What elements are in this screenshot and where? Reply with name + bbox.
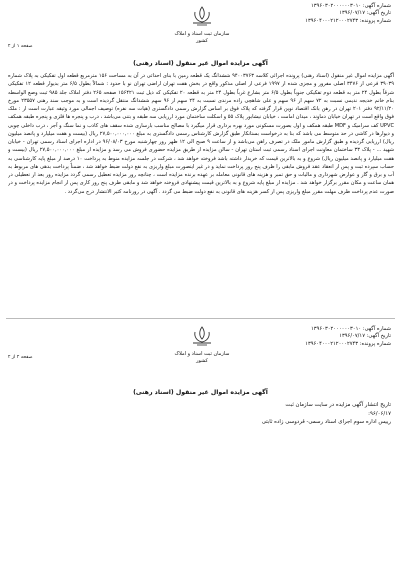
notice-header <box>261 3 391 25</box>
section-divider <box>6 318 395 319</box>
notice-date: تاریخ آگهی: ۱۳۹۶/۰۷/۱۷ <box>339 333 391 340</box>
page-number: صفحه ۲ از ۲ <box>8 355 33 360</box>
emblem-icon <box>190 6 214 26</box>
notice-body: آگهی مزایده اموال غیر منقول (اسناد رهنی) پرونده اجرائی کلاسه ۹۴۰۰۳۷۶۳ ششدانگ یک قطعه زمین با بنای احداثی در آن به مساحت ۱۵۶ مترمربع قطعه اول تفکیکی به پلاک شماره ۳۹۰۳۹ فرعی از ۳۴۷۶ اصلی مفروز و مجزی شده از ۱۹۹۷ فرعی از اصلی مذکور واقع در بخش هفت تهران اراضی تهران نو با حدود : شمالاً بطول ۶/۵ متر بدیوار قطعه ۱۲ تفکیکی شرقاً بطول ۲۴ متر به قطعه دوم تفکیکی جنوباً بطول ۶/۵ متر بشارع غرباً بطول ۲۴ متر به قطعه ۲۰ تفکیکی که ذیل ثبت ۱۵۶۴۲۱ صفحه ۲۶۵ دفتر املاک جلد ۹۸۵ ثبت وصع الواسطه بنام خانم خدیجه ندیمی نسبت به ۷۲ سهم از ۹۶ سهم و علی شاهچی زاده مرندی نسبت به ۲۴ سهم از ۹۶ سهم ششدانگ منتقل گردیده است و به موجب سند رهنی ۲۳۵۵۷ مورخ ۹۲/۱۱/۲۰ دفتر ۲۰۱ تهران در رهن بانک اقتصاد نوین قرار گرفته که پلاک فوق بر اساس گزارش رسمی دادگستری (هیات سه نفره) توصیف اجمالی مورد وثیقه عبارت است از : ملک فوق واقع است در تهران خیابان دماوند ، میدان امامت ، خیابان نیشابور پلاک ۵۵ و اسکلت ساختمان مورد ارزیابی سه طبقه و بتنی می‌باشد ، درب و پنجره ها فلزی و پنجره طبقه همکف UPVC کف سرامیک و MDF طبقه همکف و اول بصورت مسکونی مورد بهره برداری قرار میگیرد با مصالح مناسب بازسازی شده سقف های کاذب و نما سنگ و آجر ، درب داخلی چوبی و دیوارها در کاشی در حد متوسط می باشد که بنا به درخواست بستانکار طبق گزارش کارشناس رسمی دادگستری به مبلغ ۲۷,۵۰۰,۰۰۰,۰۰۰ ریال (بیست و هفت میلیارد و پانصد میلیون ریال) ارزیابی گردیده و طبق گزارش مامور ملک در تصرف راهن می‌باشد و از ساعت ۹ صبح الی ۱۲ ظهر روز چهارشنبه مورخ ۹۶/۰۸/۰۳ در اداره اجرای اسناد رسمی تهران - خیابان شهید ... - پلاک ۳۳ ساختمان معاونت اجرای اسناد رسمی ثبت استان تهران - سالن مزایده از طریق مزایده حضوری فروش می رسد و مزایده از مبلغ ۲۷,۵۰۰,۰۰۰,۰۰۰ ریال (بیست و هفت میلیارد و پانصد میلیون ریال) شروع و به بالاترین قیمت که خریدار داشته باشد فروخته خواهد شد ، شرکت در جلسه مزایده منوط به پرداخت ۱۰ درصد از مبلغ پایه کارشناسی به حساب سپرده ثبت و پس از انعقاد عقد فروش مابقی را ظرف پنج روز پرداخت نماید و در غیر اینصورت مبلغ واریزی به نفع دولت ضبط خواهد شد ، ضمناً پرداخت بدهی های مربوط به آب و برق و گاز و عوارض شهرداری و مالیات و حق تمبر و هزینه های قانونی معامله بر عهده برنده مزایده است ، چنانچه روز مزایده تعطیل رسمی گردد مزایده روز بعد از تعطیلی در همان ساعت و مکان مقرر برگزار خواهد شد . مزایده از مبلغ پایه شروع و به بالاترین قیمت پیشنهادی فروخته خواهد شد و مابقی ظرف پنج روز کاری پس از انجام مزایده پرداخت و در صورت عدم پرداخت ظرف مهلت مقرر مبلغ واریزی پس از کسر هزینه های قانونی به نفع دولت ضبط می گردد . آگهی در روزنامه کثیر الانتشار درج می‌گردد . <box>8 73 394 195</box>
notice-date: تاریخ آگهی: ۱۳۹۶/۰۷/۱۷ <box>339 10 391 17</box>
notice-title: آگهی مزایده اموال غیر منقول (اسناد رهنی) <box>133 60 268 67</box>
notice-title: آگهی مزایده اموال غیر منقول (اسناد رهنی) <box>133 389 268 396</box>
organization-emblem <box>172 326 232 365</box>
organization-emblem <box>172 6 232 45</box>
notice-footer <box>221 401 391 427</box>
notice-header <box>261 326 391 348</box>
emblem-icon <box>190 326 214 346</box>
case-number: شماره پرونده: ۱۳۹۶۰۴۰۰۰۲۱۲۰۰۰۲۷۴۳ <box>305 340 391 347</box>
organization-name: سازمان ثبت اسناد و املاک کشور <box>174 351 230 364</box>
signatory: رییس اداره سوم اجرای اسناد رسمی- قردوسی زاده ثابتی <box>261 419 391 426</box>
notice-number: شماره آگهی: ۱۳۹۶۰۳۰۲۰۰۰۰۰۰۳۰۱۰ <box>311 3 391 9</box>
publish-date-label: تاریخ انتشار آگهی مزایده در سایت سازمان ثبت <box>285 402 391 408</box>
notice-number: شماره آگهی: ۱۳۹۶۰۳۰۲۰۰۰۰۰۰۳۰۱۰ <box>311 326 391 332</box>
case-number: شماره پرونده: ۱۳۹۶۰۴۰۰۰۲۱۲۰۰۰۲۷۴۳ <box>305 17 391 24</box>
page-number: صفحه ۱ از ۲ <box>8 44 33 49</box>
publish-date: ۹۶/۰۶/۱۷: <box>368 410 391 417</box>
organization-name: سازمان ثبت اسناد و املاک کشور <box>174 31 230 44</box>
